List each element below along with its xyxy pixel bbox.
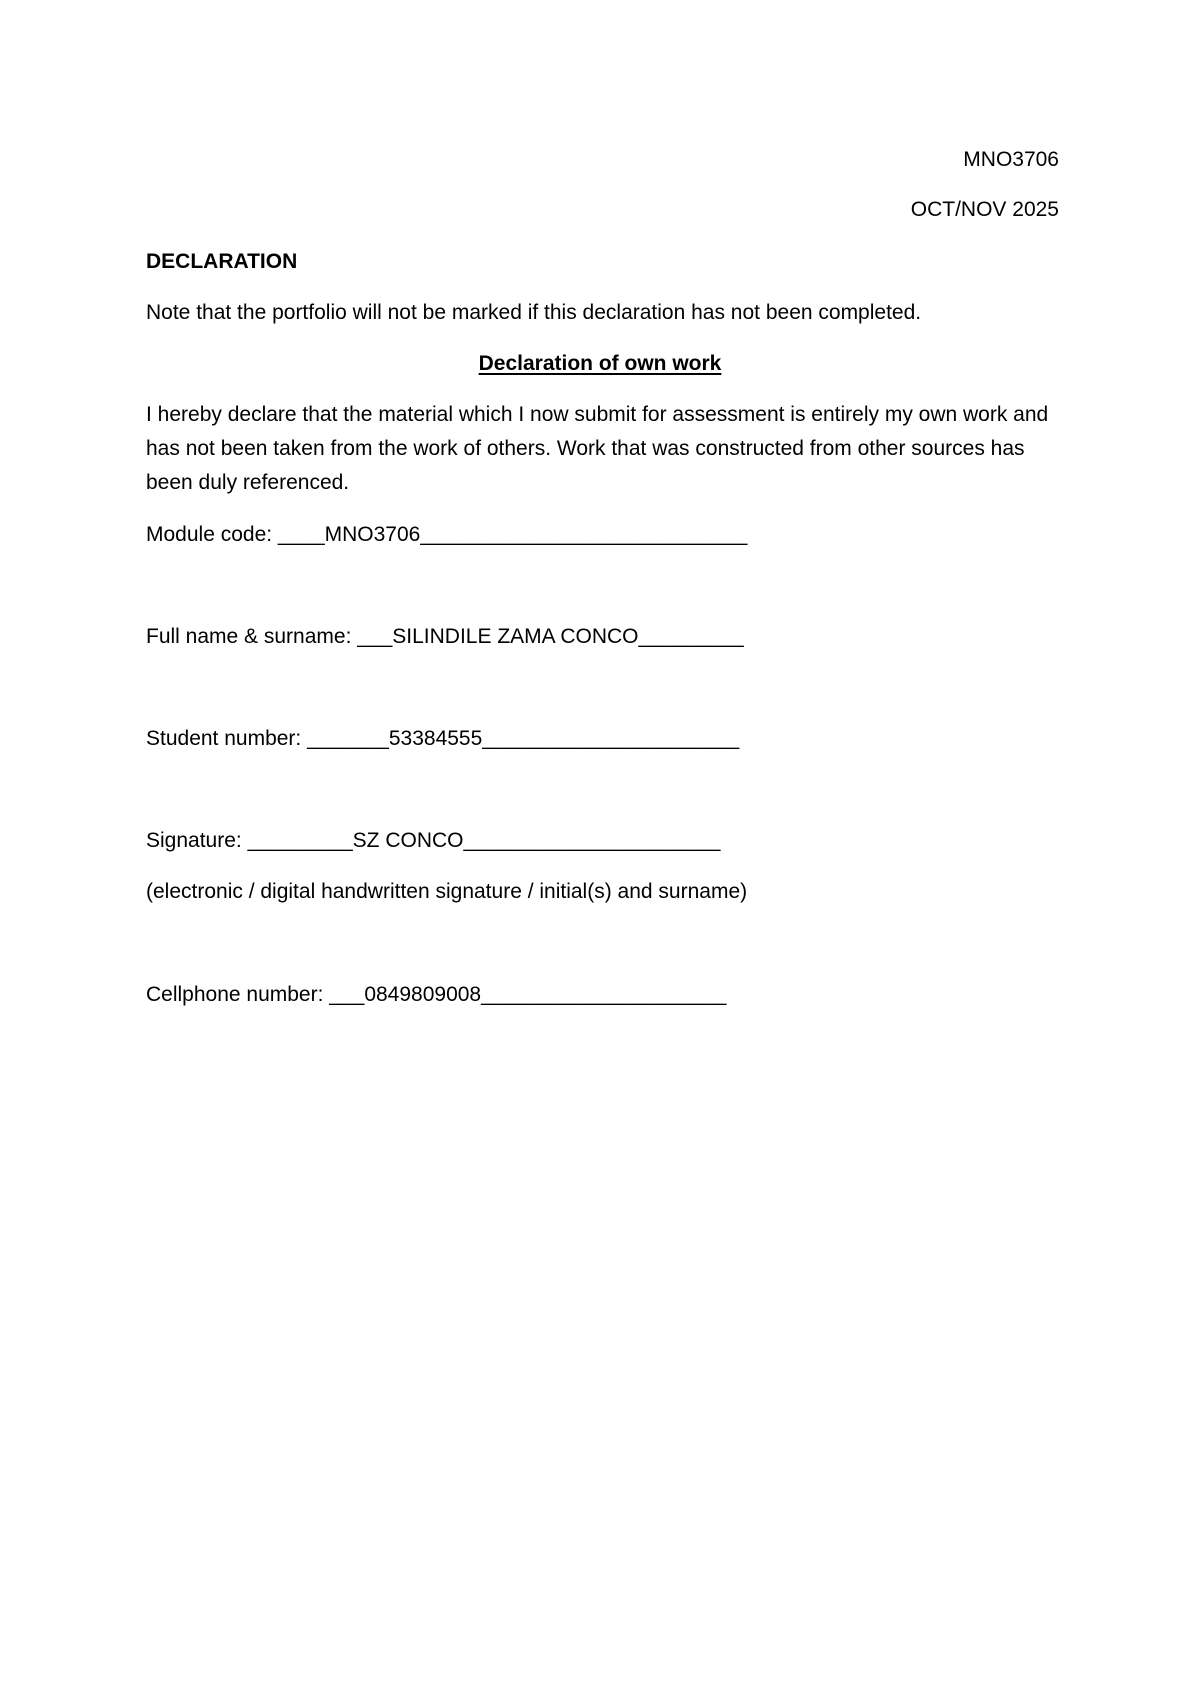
field-module-code: Module code: ____MNO3706____________________________ [146, 523, 748, 546]
signature-hint: (electronic / digital handwritten signature / initial(s) and surname) [146, 880, 748, 903]
declaration-note: Note that the portfolio will not be marked if this declaration has not been completed. [146, 301, 922, 324]
field-full-name: Full name & surname: ___SILINDILE ZAMA CONCO_________ [146, 625, 744, 648]
declaration-heading: DECLARATION [146, 250, 298, 273]
declaration-subheading: Declaration of own work [478, 352, 722, 375]
field-student-number: Student number: _______53384555______________________ [146, 727, 740, 750]
header-exam-period: OCT/NOV 2025 [910, 198, 1059, 221]
field-signature: Signature: _________SZ CONCO______________________ [146, 829, 721, 852]
header-module-code: MNO3706 [963, 148, 1059, 171]
field-cellphone: Cellphone number: ___0849809008_____________________ [146, 983, 727, 1006]
declaration-statement: I hereby declare that the material which I now submit for assessment is entirely my own work and has not been taken from the work of others. Work that was constructed from other sources has been duly referenced. [146, 403, 1049, 494]
